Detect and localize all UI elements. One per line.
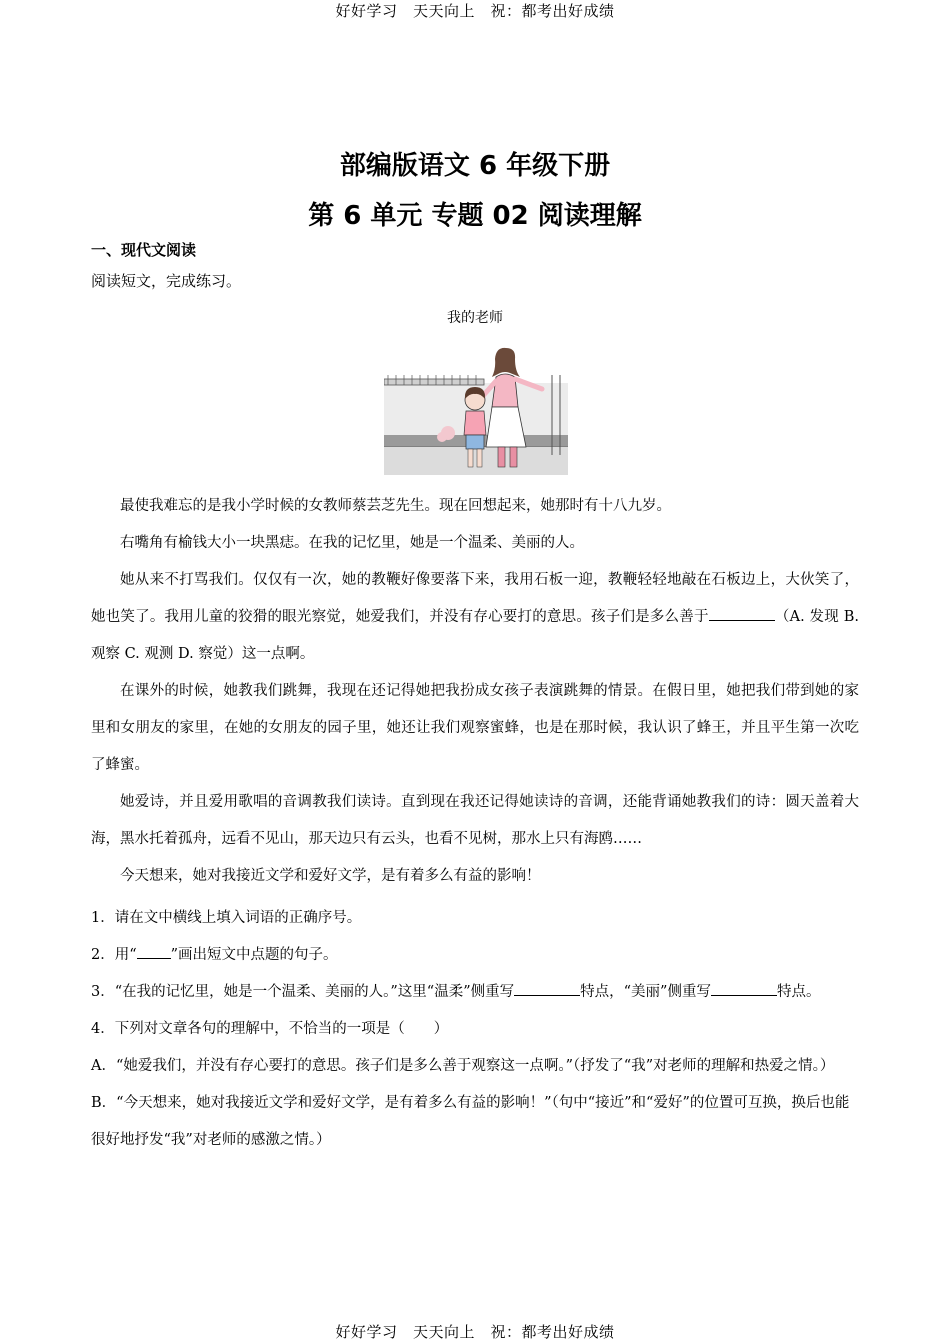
question-text: 2．用“ <box>91 947 137 963</box>
question-text: 3．“在我的记忆里，她是一个温柔、美丽的人。”这里“温柔”侧重写 <box>91 984 515 1000</box>
instruction-text: 阅读短文，完成练习。 <box>91 272 242 290</box>
story-body <box>91 488 859 895</box>
story-paragraph: 最使我难忘的是我小学时候的女教师蔡芸芝先生。现在回想起来，她那时有十八九岁。 <box>120 498 671 514</box>
option-b: B．“今天想来，她对我接近文学和爱好文学，是有着多么有益的影响！”（句中“接近”和“爱好”的位置可互换，换后也能很好地抒发“我”对老师的感激之情。） <box>91 1095 850 1148</box>
teacher-student-illustration <box>384 345 568 475</box>
fill-blank[interactable] <box>137 942 171 959</box>
question-text: 特点。 <box>776 984 821 1000</box>
page-footer: 好好学习 天天向上 祝：都考出好成绩 <box>335 1323 615 1341</box>
story-title: 我的老师 <box>447 310 503 326</box>
question-2 <box>91 937 859 974</box>
document-title: 部编版语文 6 年级下册 <box>339 151 611 181</box>
story-paragraph <box>91 562 859 673</box>
question-text: 特点，“美丽”侧重写 <box>580 984 711 1000</box>
fill-blank[interactable] <box>709 604 775 621</box>
paragraph-text: （A. 发现 B. 观察 C. 观测 D. 察觉）这一点啊。 <box>91 609 859 662</box>
question-1: 1．请在文中横线上填入词语的正确序号。 <box>91 910 362 926</box>
document-subtitle: 第 6 单元 专题 02 阅读理解 <box>308 201 642 231</box>
section-heading: 一、现代文阅读 <box>91 241 197 259</box>
question-text: ”画出短文中点题的句子。 <box>170 947 338 963</box>
paragraph-text: 她从来不打骂我们。仅仅有一次，她的教鞭好像要落下来，我用石板一迎，教鞭轻轻地敲在石板边上，大伙笑了，她也笑了。我用儿童的狡猾的眼光察觉，她爱我们，并没有存心要打的意思。孩子们是多么善于 <box>91 572 859 625</box>
fill-blank[interactable] <box>514 979 580 996</box>
story-paragraph: 右嘴角有榆钱大小一块黑痣。在我的记忆里，她是一个温柔、美丽的人。 <box>120 535 584 551</box>
fill-blank[interactable] <box>711 979 777 996</box>
story-paragraph: 在课外的时候，她教我们跳舞，我现在还记得她把我扮成女孩子表演跳舞的情景。在假日里，她把我们带到她的家里和女朋友的家里，在她的女朋友的园子里，她还让我们观察蜜蜂，也是在那时候，我认识了蜂王，并且平生第一次吃了蜂蜜。 <box>91 683 859 773</box>
page-header: 好好学习 天天向上 祝：都考出好成绩 <box>335 2 615 20</box>
story-paragraph: 今天想来，她对我接近文学和爱好文学，是有着多么有益的影响！ <box>120 868 541 884</box>
question-4: 4．下列对文章各句的理解中，不恰当的一项是（ ） <box>91 1021 449 1037</box>
question-list <box>91 900 859 1159</box>
option-a: A．“她爱我们，并没有存心要打的意思。孩子们是多么善于观察这一点啊。”（抒发了“我”对老师的理解和热爱之情。） <box>91 1058 835 1074</box>
question-3 <box>91 974 859 1011</box>
story-paragraph: 她爱诗，并且爱用歌唱的音调教我们读诗。直到现在我还记得她读诗的音调，还能背诵她教我们的诗：圆天盖着大海，黑水托着孤舟，远看不见山，那天边只有云头，也看不见树，那水上只有海鸥…… <box>91 794 859 847</box>
